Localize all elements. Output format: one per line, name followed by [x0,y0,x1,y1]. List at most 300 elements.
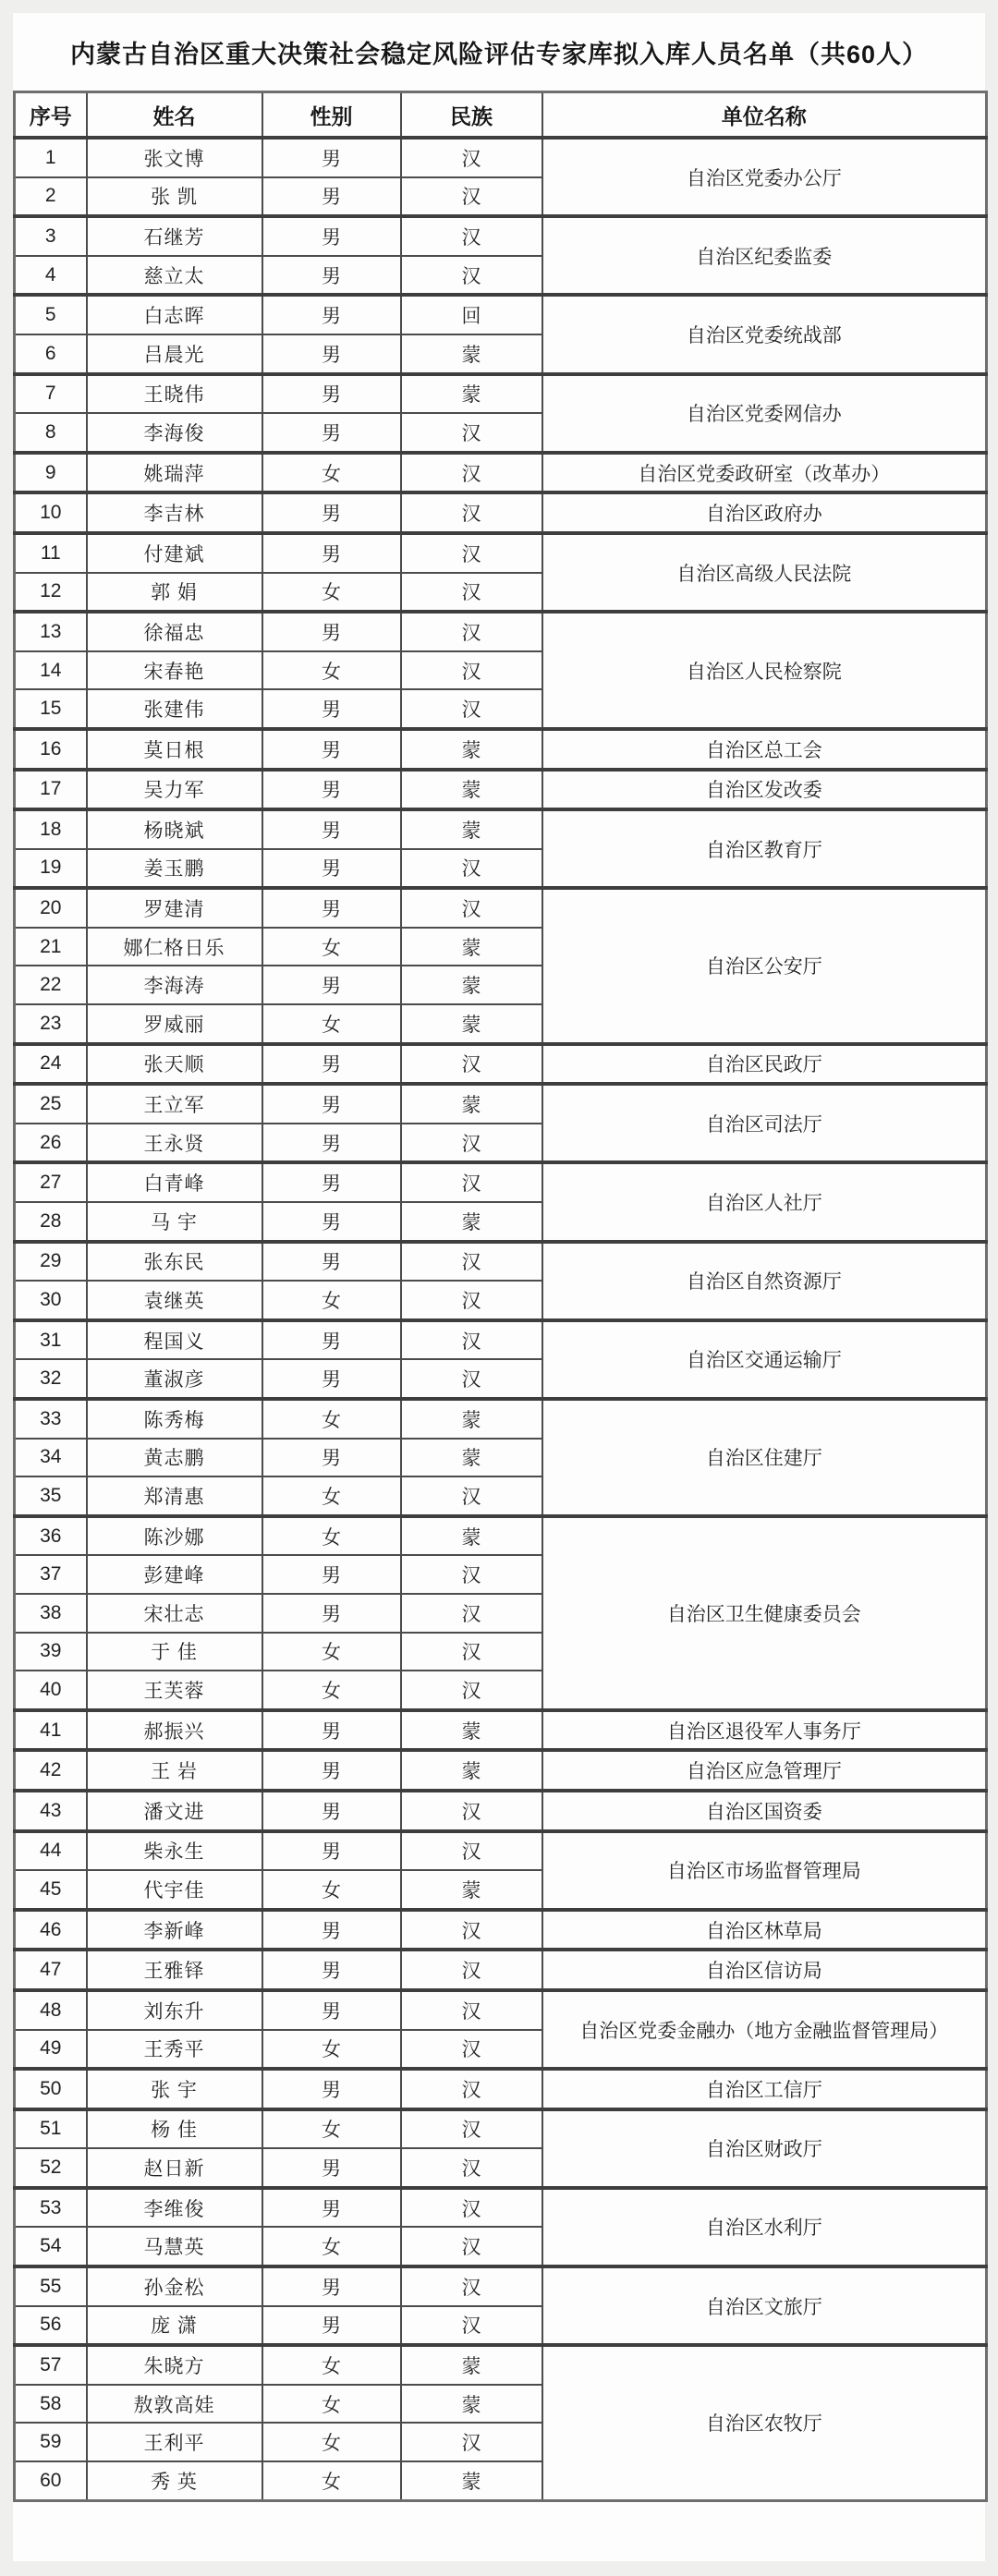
cell-name: 慈立太 [87,256,262,296]
cell-ethnicity: 汉 [401,2423,542,2461]
table-row [15,612,987,651]
cell-gender: 男 [262,1710,401,1751]
cell-ethnicity: 蒙 [401,1516,542,1556]
cell-gender: 女 [262,1516,401,1556]
cell-no: 15 [15,689,87,729]
cell-unit: 自治区教育厅 [542,809,987,888]
table-row [15,453,987,493]
cell-gender: 男 [262,1242,401,1282]
cell-gender: 男 [262,809,401,849]
cell-name: 王雅铎 [87,1950,262,1990]
table-row [15,1044,987,1085]
cell-gender: 女 [262,651,401,690]
cell-name: 程国义 [87,1320,262,1360]
cell-gender: 男 [262,138,401,177]
cell-unit: 自治区文旅厅 [542,2266,987,2345]
cell-ethnicity: 蒙 [401,1399,542,1439]
cell-unit: 自治区退役军人事务厅 [542,1710,987,1751]
cell-gender: 女 [262,2109,401,2149]
cell-name: 宋壮志 [87,1594,262,1633]
cell-ethnicity: 汉 [401,689,542,729]
cell-unit: 自治区住建厅 [542,1399,987,1516]
cell-ethnicity: 汉 [401,1044,542,1085]
table-row [15,729,987,770]
cell-ethnicity: 汉 [401,1555,542,1594]
cell-name: 赵日新 [87,2148,262,2188]
cell-no: 44 [15,1831,87,1871]
cell-ethnicity: 蒙 [401,1710,542,1751]
cell-gender: 男 [262,374,401,414]
table-row [15,533,987,573]
cell-ethnicity: 汉 [401,2227,542,2266]
cell-gender: 男 [262,1359,401,1399]
cell-name: 王利平 [87,2423,262,2461]
page-title: 内蒙古自治区重大决策社会稳定风险评估专家库拟入库人员名单（共60人） [69,40,929,68]
cell-no: 22 [15,966,87,1004]
cell-name: 陈沙娜 [87,1516,262,1556]
cell-no: 38 [15,1594,87,1633]
column-header-gender: 性别 [262,92,401,139]
cell-gender: 女 [262,2030,401,2070]
cell-unit: 自治区政府办 [542,492,987,533]
cell-name: 彭建峰 [87,1555,262,1594]
cell-name: 李海涛 [87,966,262,1004]
cell-unit: 自治区市场监督管理局 [542,1831,987,1910]
cell-no: 47 [15,1950,87,1990]
table-row [15,1791,987,1831]
cell-name: 孙金松 [87,2266,262,2306]
table-row [15,2266,987,2306]
header-row [15,92,987,139]
cell-name: 王芙蓉 [87,1671,262,1710]
table-row [15,809,987,849]
cell-name: 张 宇 [87,2069,262,2109]
cell-ethnicity: 汉 [401,1671,542,1710]
cell-no: 35 [15,1476,87,1516]
cell-name: 杨晓斌 [87,809,262,849]
personnel-table [13,91,988,2502]
cell-ethnicity: 汉 [401,533,542,573]
cell-ethnicity: 蒙 [401,1750,542,1791]
cell-ethnicity: 蒙 [401,2385,542,2424]
table-row [15,295,987,334]
column-header-ethnicity: 民族 [401,92,542,139]
cell-ethnicity: 汉 [401,1320,542,1360]
table-row [15,1950,987,1990]
cell-name: 石继芳 [87,216,262,256]
cell-unit: 自治区工信厅 [542,2069,987,2109]
cell-no: 43 [15,1791,87,1831]
cell-ethnicity: 蒙 [401,374,542,414]
cell-gender: 男 [262,533,401,573]
cell-name: 姚瑞萍 [87,453,262,493]
column-header-no: 序号 [15,92,87,139]
cell-name: 郑清惠 [87,1476,262,1516]
table-row [15,2188,987,2228]
cell-ethnicity: 汉 [401,1633,542,1671]
cell-no: 11 [15,533,87,573]
table-row [15,2345,987,2385]
cell-gender: 男 [262,1162,401,1202]
cell-no: 40 [15,1671,87,1710]
cell-ethnicity: 汉 [401,888,542,928]
cell-unit: 自治区人社厅 [542,1162,987,1241]
cell-name: 秀 英 [87,2461,262,2500]
cell-gender: 男 [262,1831,401,1871]
cell-name: 王秀平 [87,2030,262,2070]
cell-no: 39 [15,1633,87,1671]
cell-unit: 自治区总工会 [542,729,987,770]
cell-name: 马慧英 [87,2227,262,2266]
cell-ethnicity: 蒙 [401,2461,542,2500]
cell-gender: 男 [262,1594,401,1633]
cell-no: 51 [15,2109,87,2149]
cell-gender: 女 [262,2423,401,2461]
cell-gender: 女 [262,2345,401,2385]
cell-name: 郭 娟 [87,573,262,613]
cell-gender: 男 [262,689,401,729]
cell-ethnicity: 汉 [401,216,542,256]
cell-ethnicity: 蒙 [401,1439,542,1477]
cell-name: 庞 潇 [87,2306,262,2346]
cell-no: 5 [15,295,87,334]
table-row [15,1831,987,1871]
cell-no: 37 [15,1555,87,1594]
cell-name: 张天顺 [87,1044,262,1085]
cell-no: 1 [15,138,87,177]
cell-ethnicity: 蒙 [401,1202,542,1242]
cell-name: 代宇佳 [87,1870,262,1910]
cell-unit: 自治区交通运输厅 [542,1320,987,1399]
cell-no: 27 [15,1162,87,1202]
cell-unit: 自治区纪委监委 [542,216,987,295]
cell-no: 45 [15,1870,87,1910]
cell-gender: 女 [262,2385,401,2424]
cell-ethnicity: 汉 [401,651,542,690]
cell-name: 敖敦高娃 [87,2385,262,2424]
cell-ethnicity: 蒙 [401,809,542,849]
cell-no: 13 [15,612,87,651]
cell-ethnicity: 汉 [401,849,542,889]
cell-ethnicity: 蒙 [401,966,542,1004]
cell-ethnicity: 蒙 [401,1870,542,1910]
document-sheet [13,13,985,2561]
cell-name: 刘东升 [87,1990,262,2030]
cell-unit: 自治区水利厅 [542,2188,987,2266]
cell-no: 48 [15,1990,87,2030]
cell-no: 25 [15,1084,87,1124]
cell-name: 李新峰 [87,1910,262,1950]
cell-gender: 女 [262,573,401,613]
cell-gender: 女 [262,1633,401,1671]
cell-unit: 自治区国资委 [542,1791,987,1831]
cell-no: 14 [15,651,87,690]
cell-gender: 男 [262,770,401,810]
cell-no: 33 [15,1399,87,1439]
cell-no: 28 [15,1202,87,1242]
cell-name: 王永贤 [87,1124,262,1163]
cell-ethnicity: 汉 [401,1281,542,1320]
cell-name: 罗建清 [87,888,262,928]
cell-ethnicity: 汉 [401,413,542,453]
cell-gender: 男 [262,1950,401,1990]
cell-no: 58 [15,2385,87,2424]
cell-unit: 自治区自然资源厅 [542,1242,987,1320]
cell-no: 8 [15,413,87,453]
cell-gender: 男 [262,2148,401,2188]
cell-no: 53 [15,2188,87,2228]
cell-no: 9 [15,453,87,493]
cell-name: 张建伟 [87,689,262,729]
table-row [15,2069,987,2109]
cell-unit: 自治区农牧厅 [542,2345,987,2500]
cell-no: 17 [15,770,87,810]
cell-no: 16 [15,729,87,770]
cell-no: 59 [15,2423,87,2461]
cell-gender: 男 [262,1791,401,1831]
cell-gender: 男 [262,1990,401,2030]
cell-unit: 自治区民政厅 [542,1044,987,1085]
cell-gender: 女 [262,2461,401,2500]
cell-ethnicity: 汉 [401,1242,542,1282]
cell-gender: 女 [262,1004,401,1044]
cell-unit: 自治区应急管理厅 [542,1750,987,1791]
cell-name: 李吉林 [87,492,262,533]
cell-no: 56 [15,2306,87,2346]
cell-name: 白志晖 [87,295,262,334]
cell-gender: 男 [262,612,401,651]
cell-gender: 男 [262,256,401,296]
cell-ethnicity: 汉 [401,2306,542,2346]
cell-gender: 女 [262,1671,401,1710]
cell-ethnicity: 汉 [401,138,542,177]
cell-ethnicity: 汉 [401,1594,542,1633]
cell-no: 50 [15,2069,87,2109]
cell-no: 7 [15,374,87,414]
table-body [15,138,987,2500]
cell-unit: 自治区党委金融办（地方金融监督管理局） [542,1990,987,2069]
cell-gender: 女 [262,1476,401,1516]
cell-name: 宋春艳 [87,651,262,690]
cell-unit: 自治区司法厅 [542,1084,987,1162]
cell-gender: 男 [262,492,401,533]
table-row [15,1162,987,1202]
cell-gender: 男 [262,1555,401,1594]
cell-no: 10 [15,492,87,533]
cell-gender: 女 [262,1870,401,1910]
cell-no: 49 [15,2030,87,2070]
cell-unit: 自治区卫生健康委员会 [542,1516,987,1710]
table-row [15,1990,987,2030]
cell-no: 2 [15,177,87,217]
cell-name: 朱晓方 [87,2345,262,2385]
cell-no: 23 [15,1004,87,1044]
cell-name: 王 岩 [87,1750,262,1791]
cell-no: 6 [15,334,87,374]
cell-ethnicity: 汉 [401,256,542,296]
cell-gender: 男 [262,413,401,453]
cell-unit: 自治区财政厅 [542,2109,987,2188]
cell-ethnicity: 汉 [401,1359,542,1399]
cell-gender: 男 [262,216,401,256]
cell-name: 马 宇 [87,1202,262,1242]
cell-gender: 女 [262,928,401,966]
cell-gender: 男 [262,1202,401,1242]
cell-gender: 女 [262,1281,401,1320]
cell-gender: 男 [262,1084,401,1124]
cell-unit: 自治区高级人民法院 [542,533,987,612]
cell-no: 18 [15,809,87,849]
cell-gender: 男 [262,1439,401,1477]
cell-name: 莫日根 [87,729,262,770]
cell-ethnicity: 汉 [401,612,542,651]
cell-no: 46 [15,1910,87,1950]
cell-name: 姜玉鹏 [87,849,262,889]
cell-unit: 自治区人民检察院 [542,612,987,729]
cell-name: 郝振兴 [87,1710,262,1751]
cell-ethnicity: 蒙 [401,334,542,374]
cell-name: 董淑彦 [87,1359,262,1399]
cell-no: 4 [15,256,87,296]
cell-no: 19 [15,849,87,889]
table-row [15,1516,987,1556]
cell-name: 张文博 [87,138,262,177]
cell-no: 26 [15,1124,87,1163]
cell-name: 付建斌 [87,533,262,573]
cell-gender: 男 [262,1124,401,1163]
table-row [15,888,987,928]
table-row [15,1320,987,1360]
cell-no: 54 [15,2227,87,2266]
cell-gender: 女 [262,453,401,493]
cell-gender: 男 [262,1750,401,1791]
cell-gender: 男 [262,966,401,1004]
cell-name: 柴永生 [87,1831,262,1871]
cell-gender: 女 [262,2227,401,2266]
cell-gender: 男 [262,1044,401,1085]
cell-no: 36 [15,1516,87,1556]
cell-unit: 自治区党委政研室（改革办） [542,453,987,493]
column-header-name: 姓名 [87,92,262,139]
cell-gender: 男 [262,849,401,889]
cell-ethnicity: 汉 [401,2109,542,2149]
cell-ethnicity: 汉 [401,1476,542,1516]
cell-gender: 男 [262,2266,401,2306]
cell-no: 30 [15,1281,87,1320]
cell-name: 娜仁格日乐 [87,928,262,966]
cell-ethnicity: 回 [401,295,542,334]
cell-ethnicity: 汉 [401,1910,542,1950]
table-row [15,1710,987,1751]
cell-ethnicity: 汉 [401,492,542,533]
cell-gender: 男 [262,729,401,770]
table-row [15,1750,987,1791]
cell-no: 41 [15,1710,87,1751]
cell-gender: 男 [262,2188,401,2228]
cell-name: 吴力军 [87,770,262,810]
cell-no: 55 [15,2266,87,2306]
cell-no: 3 [15,216,87,256]
table-row [15,216,987,256]
cell-gender: 男 [262,1910,401,1950]
cell-name: 白青峰 [87,1162,262,1202]
table-row [15,2109,987,2149]
cell-no: 29 [15,1242,87,1282]
cell-gender: 男 [262,888,401,928]
cell-name: 张 凯 [87,177,262,217]
cell-no: 21 [15,928,87,966]
cell-ethnicity: 汉 [401,1950,542,1990]
cell-no: 31 [15,1320,87,1360]
cell-ethnicity: 汉 [401,453,542,493]
cell-ethnicity: 汉 [401,1791,542,1831]
cell-ethnicity: 汉 [401,2030,542,2070]
cell-ethnicity: 汉 [401,1990,542,2030]
cell-unit: 自治区党委统战部 [542,295,987,373]
cell-name: 吕晨光 [87,334,262,374]
cell-gender: 男 [262,1320,401,1360]
table-row [15,1399,987,1439]
cell-gender: 男 [262,177,401,217]
cell-ethnicity: 蒙 [401,770,542,810]
cell-ethnicity: 蒙 [401,1004,542,1044]
cell-no: 12 [15,573,87,613]
cell-ethnicity: 蒙 [401,2345,542,2385]
cell-no: 32 [15,1359,87,1399]
table-row [15,1910,987,1950]
cell-unit: 自治区林草局 [542,1910,987,1950]
cell-name: 陈秀梅 [87,1399,262,1439]
cell-no: 42 [15,1750,87,1791]
cell-ethnicity: 蒙 [401,928,542,966]
cell-ethnicity: 汉 [401,2266,542,2306]
cell-ethnicity: 汉 [401,177,542,217]
cell-ethnicity: 汉 [401,2069,542,2109]
table-row [15,770,987,810]
cell-name: 徐福忠 [87,612,262,651]
cell-unit: 自治区公安厅 [542,888,987,1043]
cell-ethnicity: 汉 [401,1124,542,1163]
cell-no: 20 [15,888,87,928]
cell-name: 杨 佳 [87,2109,262,2149]
cell-gender: 男 [262,295,401,334]
cell-no: 24 [15,1044,87,1085]
cell-gender: 女 [262,1399,401,1439]
table-row [15,1084,987,1124]
cell-ethnicity: 蒙 [401,729,542,770]
cell-name: 黄志鹏 [87,1439,262,1477]
cell-unit: 自治区党委办公厅 [542,138,987,216]
cell-name: 罗威丽 [87,1004,262,1044]
cell-name: 于 佳 [87,1633,262,1671]
cell-no: 34 [15,1439,87,1477]
cell-name: 王立军 [87,1084,262,1124]
cell-ethnicity: 汉 [401,1162,542,1202]
cell-unit: 自治区党委网信办 [542,374,987,453]
cell-ethnicity: 汉 [401,573,542,613]
cell-unit: 自治区信访局 [542,1950,987,1990]
cell-gender: 男 [262,2069,401,2109]
cell-no: 57 [15,2345,87,2385]
cell-gender: 男 [262,334,401,374]
table-row [15,492,987,533]
table-row [15,138,987,177]
cell-ethnicity: 汉 [401,1831,542,1871]
cell-gender: 男 [262,2306,401,2346]
cell-name: 张东民 [87,1242,262,1282]
table-row [15,1242,987,1282]
cell-ethnicity: 汉 [401,2188,542,2228]
